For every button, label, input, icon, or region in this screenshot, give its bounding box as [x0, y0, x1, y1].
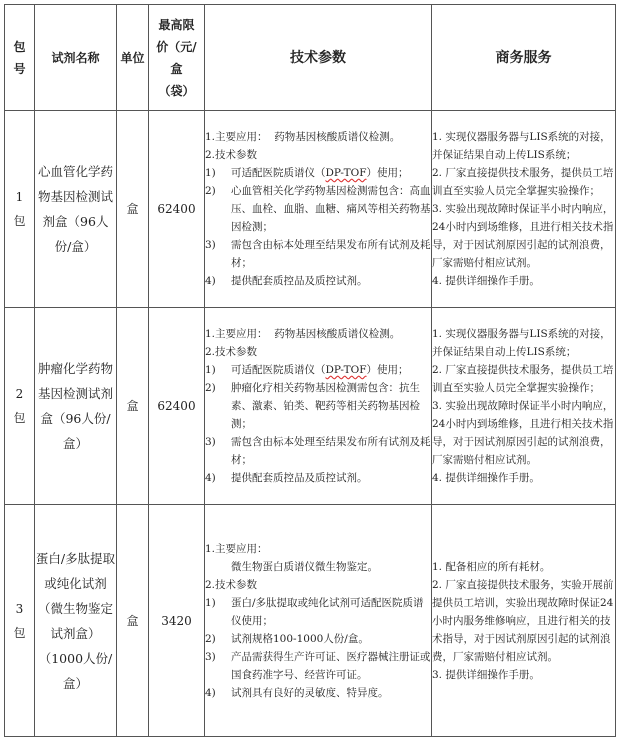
service-terms: 1. 配备相应的所有耗材。 2. 厂家直接提供技术服务，实验开展前提供员工培训，实验出现故障时保证24小时内服务维修响应，且进行相关的技术指导，对于因试剂原因引起的试剂浪费，厂家需赔付相应试剂。 3. 提供详细操作手册。	[432, 505, 616, 737]
header-row	[5, 5, 616, 111]
header-unit: 单位	[117, 5, 149, 111]
table-row	[5, 111, 616, 308]
service-terms: 1. 实现仪器服务器与LIS系统的对接，并保证结果自动上传LIS系统； 2. 厂家直接提供技术服务，提供员工培训直至实验人员完全掌握实验操作； 3. 实验出现故障时保证半小时内响应，24小时内到场维修，且进行相关技术指导，对于因试剂原因引起的试剂浪费，厂家需赔付相应试剂。 4. 提供详细操作手册。	[432, 308, 616, 505]
package-number: 1 包	[5, 111, 35, 308]
reagent-name: 心血管化学药物基因检测试剂盒（96人份/盒）	[35, 111, 117, 308]
tech-params: 1.主要应用： 微生物蛋白质谱仪微生物鉴定。 2.技术参数 1) 蛋白/多肽提取或纯化试剂可适配医院质谱仪使用； 2) 试剂规格100-1000人份/盒。 3) 产品需获得生产许可证、医疗器械注册证或国食药准字号、经营许可证。 4) 试剂具有良好的灵敏度、特异度。	[205, 505, 432, 737]
header-max-price: 最高限 价（元/ 盒 （袋）	[149, 5, 205, 111]
table-row	[5, 505, 616, 737]
package-number: 2 包	[5, 308, 35, 505]
unit: 盒	[117, 505, 149, 737]
max-price: 62400	[149, 308, 205, 505]
header-reagent-name: 试剂名称	[35, 5, 117, 111]
max-price: 3420	[149, 505, 205, 737]
unit: 盒	[117, 308, 149, 505]
header-tech-params: 技术参数	[205, 5, 432, 111]
tech-params: 1.主要应用： 药物基因核酸质谱仪检测。 2.技术参数 1) 可适配医院质谱仪（DP-TOF）使用； 2) 心血管相关化学药物基因检测需包含：高血压、血栓、血脂、血糖、痛风等相关药物基因检测； 3) 需包含由标本处理至结果发布所有试剂及耗材； 4) 提供配套质控品及质控试剂。	[205, 111, 432, 308]
tech-params: 1.主要应用： 药物基因核酸质谱仪检测。 2.技术参数 1) 可适配医院质谱仪（DP-TOF）使用； 2) 肿瘤化疗相关药物基因检测需包含：抗生素、激素、铂类、靶药等相关药物基因检测； 3) 需包含由标本处理至结果发布所有试剂及耗材； 4) 提供配套质控品及质控试剂。	[205, 308, 432, 505]
procurement-table	[4, 4, 616, 737]
reagent-name: 蛋白/多肽提取或纯化试剂（微生物鉴定试剂盒）（1000人份/盒）	[35, 505, 117, 737]
unit: 盒	[117, 111, 149, 308]
package-number: 3 包	[5, 505, 35, 737]
header-pkg: 包 号	[5, 5, 35, 111]
header-service: 商务服务	[432, 5, 616, 111]
service-terms: 1. 实现仪器服务器与LIS系统的对接，并保证结果自动上传LIS系统； 2. 厂家直接提供技术服务，提供员工培训直至实验人员完全掌握实验操作； 3. 实验出现故障时保证半小时内响应，24小时内到场维修，且进行相关技术指导，对于因试剂原因引起的试剂浪费，厂家需赔付相应试剂。 4. 提供详细操作手册。	[432, 111, 616, 308]
max-price: 62400	[149, 111, 205, 308]
table-row	[5, 308, 616, 505]
reagent-name: 肿瘤化学药物基因检测试剂盒（96人份/盒）	[35, 308, 117, 505]
